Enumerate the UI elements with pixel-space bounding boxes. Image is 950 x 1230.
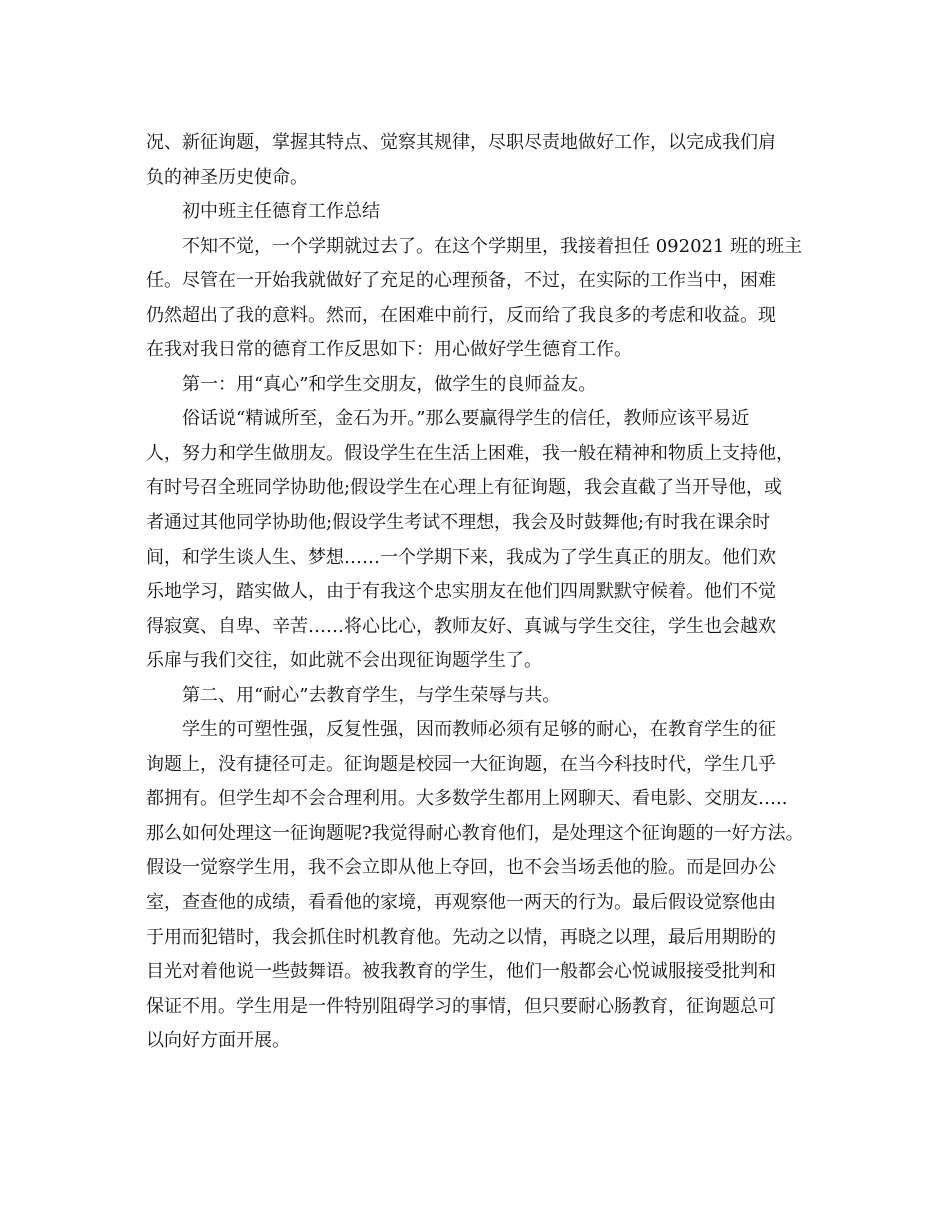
text-line: 于用而犯错时，我会抓住时机教育他。先动之以情，再晓之以理，最后用期盼的 xyxy=(146,926,776,948)
text-line: 学生的可塑性强，反复性强，因而教师必须有足够的耐心，在教育学生的征 xyxy=(182,719,776,741)
text-line: 不知不觉，一个学期就过去了。在这个学期里，我接着担任 092021 班的班主 xyxy=(182,235,803,257)
text-line: 得寂寞、自卑、辛苦……将心比心，教师友好、真诚与学生交往，学生也会越欢 xyxy=(146,615,776,637)
document-page xyxy=(146,126,826,1059)
text-line: 者通过其他同学协助他;假设学生考试不理想，我会及时鼓舞他;有时我在课余时 xyxy=(146,512,771,534)
text-line: 都拥有。但学生却不会合理利用。大多数学生都用上网聊天、看电影、交朋友….. xyxy=(146,788,788,810)
text-line: 俗话说“精诚所至，金石为开。”那么要赢得学生的信任，教师应该平易近 xyxy=(182,408,750,430)
text-line: 那么如何处理这一征询题呢?我觉得耐心教育他们，是处理这个征询题的一好方法。 xyxy=(146,822,804,844)
text-line: 乐地学习，踏实做人，由于有我这个忠实朋友在他们四周默默守候着。他们不觉 xyxy=(146,581,776,603)
text-line: 有时号召全班同学协助他;假设学生在心理上有征询题，我会直截了当开导他，或 xyxy=(146,477,783,499)
text-line: 况、新征询题，掌握其特点、觉察其规律，尽职尽责地做好工作，以完成我们肩 xyxy=(146,132,776,153)
text-line: 仍然超出了我的意料。然而，在困难中前行，反而给了我良多的考虑和收益。现 xyxy=(146,304,776,326)
point-heading: 第二、用“耐心”去教育学生，与学生荣辱与共。 xyxy=(182,684,561,706)
text-line: 假设一觉察学生用，我不会立即从他上夺回，也不会当场丢他的脸。而是回办公 xyxy=(146,857,776,879)
point-heading: 第一：用“真心”和学生交朋友，做学生的良师益友。 xyxy=(182,373,597,395)
text-line: 以向好方面开展。 xyxy=(146,1030,290,1052)
text-line: 人，努力和学生做朋友。假设学生在生活上困难，我一般在精神和物质上支持他， xyxy=(146,442,794,464)
text-line: 保证不用。学生用是一件特别阻碍学习的事情，但只要耐心肠教育，征询题总可 xyxy=(146,995,776,1017)
text-line: 负的神圣历史使命。 xyxy=(146,166,308,188)
text-line: 室，查查他的成绩，看看他的家境，再观察他一两天的行为。最后假设觉察他由 xyxy=(146,892,776,914)
text-line: 乐扉与我们交往，如此就不会出现征询题学生了。 xyxy=(146,650,542,672)
text-line: 在我对我日常的德育工作反思如下：用心做好学生德育工作。 xyxy=(146,339,632,361)
text-line: 任。尽管在一开始我就做好了充足的心理预备，不过，在实际的工作当中，困难 xyxy=(146,270,776,292)
text-line: 目光对着他说一些鼓舞语。被我教育的学生，他们一般都会心悦诚服接受批判和 xyxy=(146,961,776,983)
section-heading: 初中班主任德育工作总结 xyxy=(182,201,380,223)
text-line: 询题上，没有捷径可走。征询题是校园一大征询题，在当今科技时代，学生几乎 xyxy=(146,753,776,775)
text-line: 间，和学生谈人生、梦想……一个学期下来，我成为了学生真正的朋友。他们欢 xyxy=(146,546,776,568)
